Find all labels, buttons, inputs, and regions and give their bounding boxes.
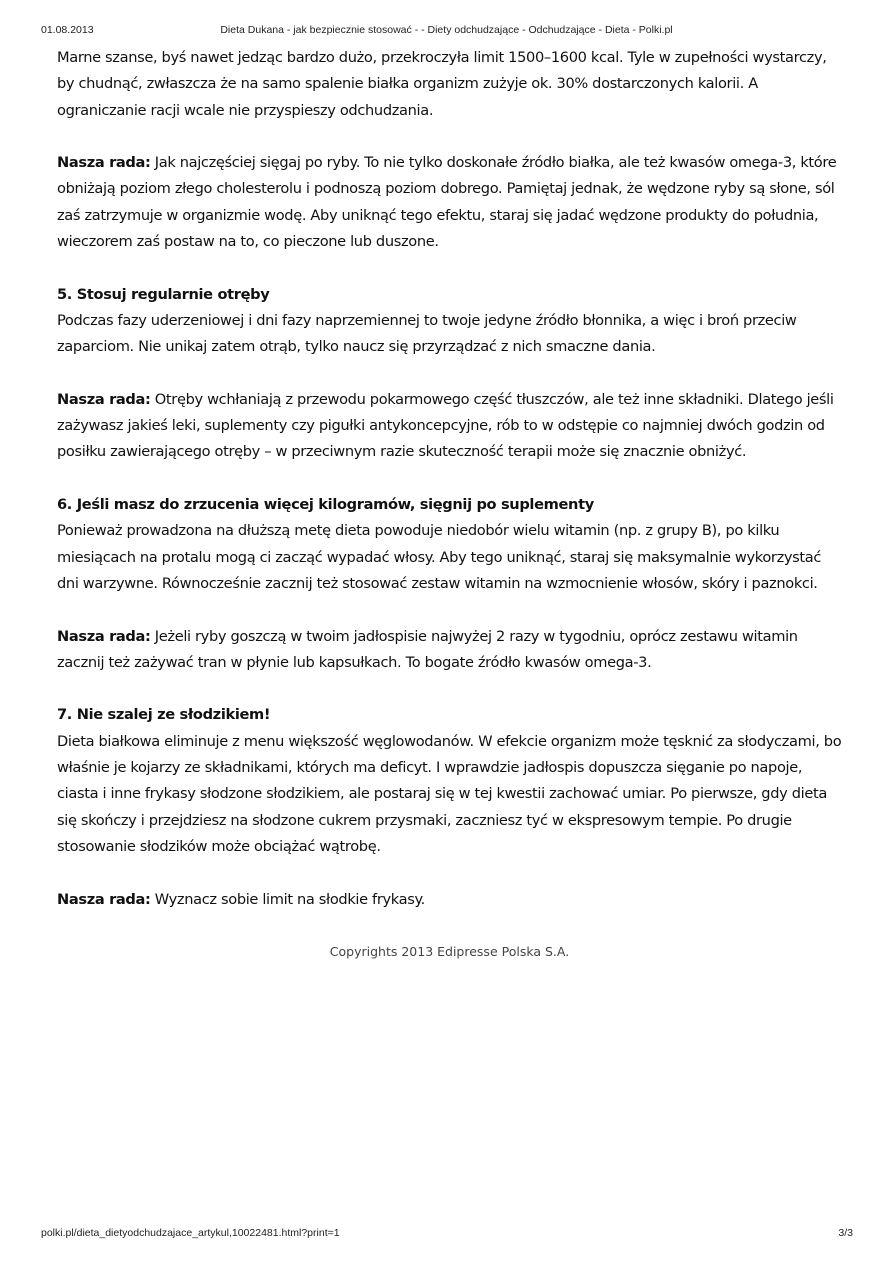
tip-paragraph xyxy=(57,887,842,913)
tip-paragraph xyxy=(57,150,842,255)
section-heading: 6. Jeśli masz do zrzucenia więcej kilogramów, sięgnij po suplementy xyxy=(57,496,594,514)
print-page-title: Dieta Dukana - jak bezpiecznie stosować - - Diety odchudzające - Odchudzające - Dieta - Polki.pl xyxy=(220,24,673,36)
tip-paragraph xyxy=(57,624,842,677)
print-date: 01.08.2013 xyxy=(41,24,94,36)
tip-text: Jak najczęściej sięgaj po ryby. To nie tylko doskonałe źródło białka, ale też kwasów omega-3, które obniżają poziom złego cholesterolu i podnoszą poziom dobrego. Pamiętaj jednak, że wędzone ryby są słone, sól zaś zatrzymuje w organizmie wodę. Aby uniknąć tego efektu, staraj się jadać wędzone produkty do południa, wieczorem zaś postaw na to, co pieczone lub duszone. xyxy=(57,154,837,251)
tip-text: Wyznacz sobie limit na słodkie frykasy. xyxy=(154,890,425,908)
section-body: Dieta białkowa eliminuje z menu większość węglowodanów. W efekcie organizm może tęsknić za słodyczami, bo właśnie je kojarzy ze składnikami, których ma deficyt. I wprawdzie jadłospis dopuszcza sięganie po napoje, ciasta i inne frykasy słodzone słodzikiem, ale postaraj się w tej kwestii zachować umiar. Po pierwsze, gdy dieta się skończy i przejdziesz na słodzone cukrem przysmaki, zaczniesz tyć w ekspresowym tempie. Po drugie stosowanie słodzików może obciążać wątrobę. xyxy=(57,732,842,855)
section-heading: 7. Nie szalej ze słodzikiem! xyxy=(57,706,271,724)
print-url: polki.pl/dieta_dietyodchudzajace_artykul,10022481.html?print=1 xyxy=(41,1227,340,1239)
tip-text: Jeżeli ryby goszczą w twoim jadłospisie najwyżej 2 razy w tygodniu, oprócz zestawu witamin zacznij też zażywać tran w płynie lub kapsułkach. To bogate źródło kwasów omega-3. xyxy=(57,627,798,671)
tip-label: Nasza rada: xyxy=(57,154,151,172)
section-heading: 5. Stosuj regularnie otręby xyxy=(57,285,270,303)
tip-label: Nasza rada: xyxy=(57,390,151,408)
section-body: Ponieważ prowadzona na dłuższą metę dieta powoduje niedobór wielu witamin (np. z grupy B), po kilku miesiącach na protalu mogą ci zacząć wypadać włosy. Aby tego uniknąć, staraj się maksymalnie wykorzystać dni warzywne. Równocześnie zacznij też stosować zestaw witamin na wzmocnienie włosów, skóry i paznokci. xyxy=(57,522,822,592)
tip-label: Nasza rada: xyxy=(57,890,151,908)
tip-label: Nasza rada: xyxy=(57,627,151,645)
section-body: Podczas fazy uderzeniowej i dni fazy naprzemiennej to twoje jedyne źródło błonnika, a więc i broń przeciw zaparciom. Nie unikaj zatem otrąb, tylko naucz się przyrządzać z nich smaczne dania. xyxy=(57,311,797,356)
page-number: 3/3 xyxy=(838,1227,853,1239)
tip-paragraph xyxy=(57,387,842,466)
intro-paragraph: Marne szanse, byś nawet jedząc bardzo dużo, przekroczyła limit 1500–1600 kcal. Tyle w zupełności wystarczy, by chudnąć, zwłaszcza że na samo spalenie białka organizm zużyje ok. 30% dostarczonych kalorii. A ograniczanie racji wcale nie przyspieszy odchudzania. xyxy=(57,49,827,119)
article-content xyxy=(57,45,842,965)
copyright-notice: Copyrights 2013 Edipresse Polska S.A. xyxy=(329,944,570,960)
tip-text: Otręby wchłaniają z przewodu pokarmowego część tłuszczów, ale też inne składniki. Dlatego jeśli zażywasz jakieś leki, suplementy czy pigułki antykoncepcyjne, rób to w odstępie co najmniej dwóch godzin od posiłku zawierającego otręby – w przeciwnym razie skuteczność terapii może się znacznie obniżyć. xyxy=(57,390,834,461)
